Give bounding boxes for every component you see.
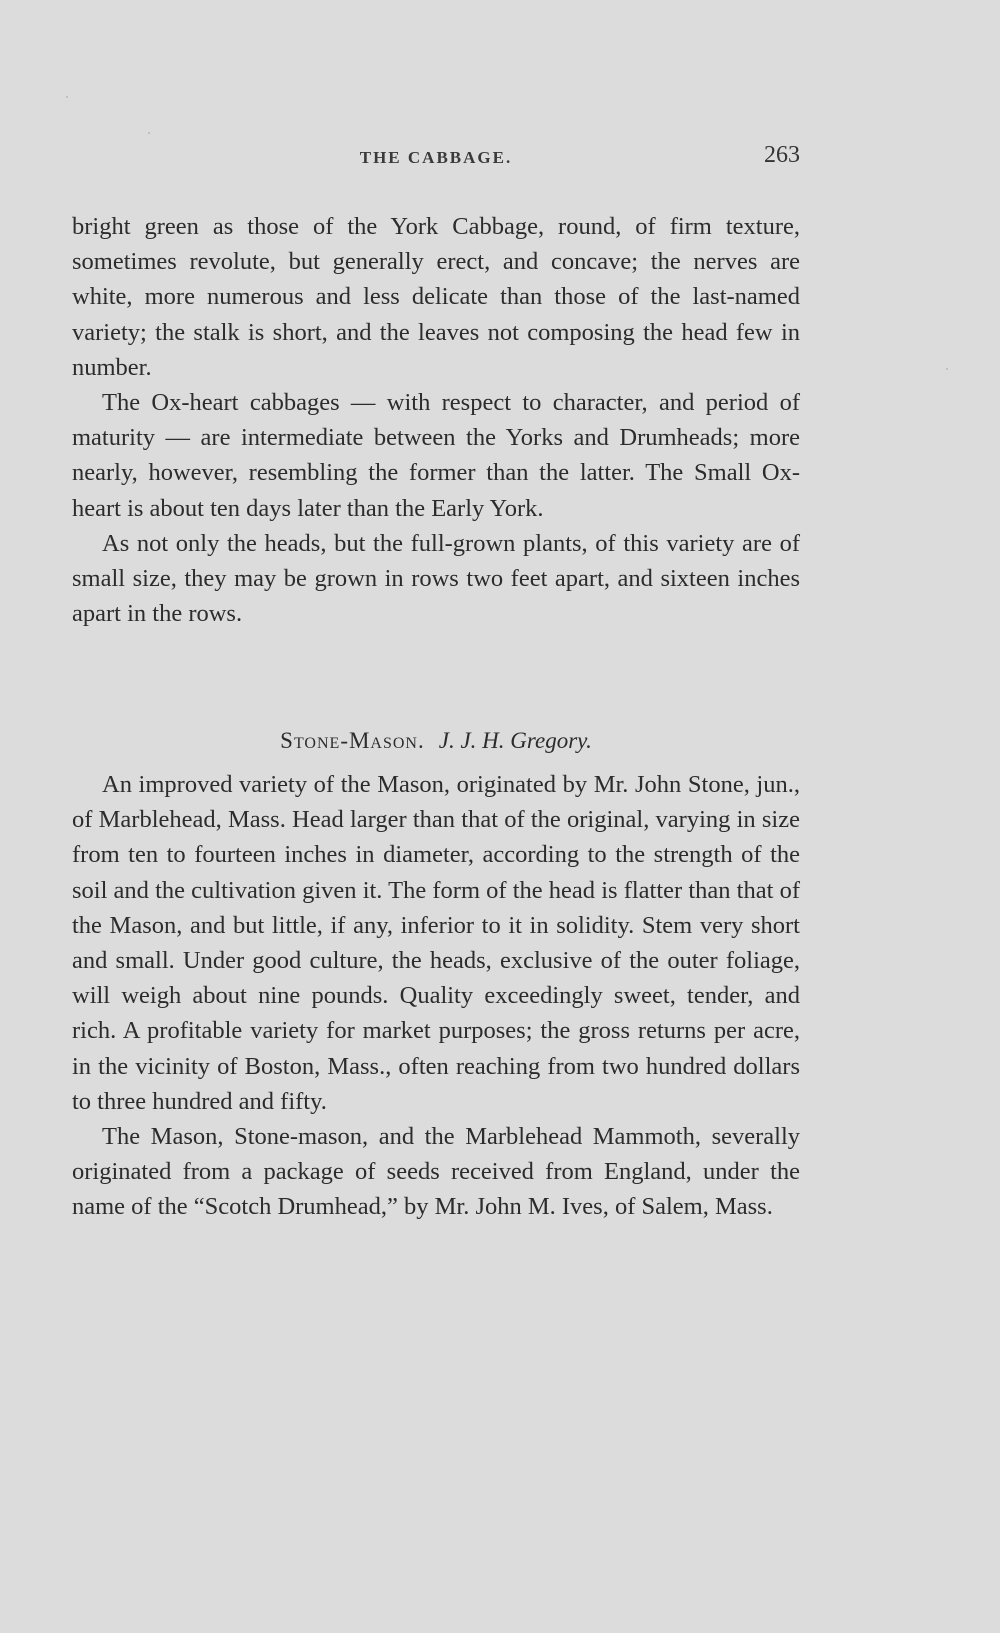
running-head: [72, 142, 800, 182]
section-heading: [72, 728, 800, 754]
running-title: THE CABBAGE.: [359, 148, 513, 167]
paragraph: bright green as those of the York Cabbage, round, of firm texture, sometimes revolute, but generally erect, and concave; the nerves are white, more numerous and less delicate than those of the last-named variety; the stalk is short, and the leaves not composing the head few in number.: [72, 213, 800, 381]
page-number: 263: [764, 142, 800, 168]
variety-author: J. J. H. Gregory.: [438, 728, 592, 753]
text-block-top: [72, 209, 800, 631]
paragraph: As not only the heads, but the full-grown plants, of this variety are of small size, they may be grown in rows two feet apart, and sixteen inches apart in the rows.: [72, 529, 800, 628]
text-block-bottom: [72, 767, 800, 1225]
paper-speck: [66, 96, 68, 98]
paragraph: The Ox-heart cabbages — with respect to character, and period of maturity — are intermediate between the Yorks and Drumheads; more nearly, however, resembling the former than the latter. The Small Ox-heart is about ten days later than the Early York.: [72, 389, 800, 522]
variety-name: Stone-Mason.: [280, 728, 425, 753]
paragraph: An improved variety of the Mason, originated by Mr. John Stone, jun., of Marblehead, Mass. Head larger than that of the original, varying in size from ten to fourteen inches in diameter, according to the strength of the soil and the cultivation given it. The form of the head is flatter than that of the Mason, and but little, if any, inferior to it in solidity. Stem very short and small. Under good culture, the heads, exclusive of the outer foliage, will weigh about nine pounds. Quality exceedingly sweet, tender, and rich. A profitable variety for market purposes; the gross returns per acre, in the vicinity of Boston, Mass., often reaching from two hundred dollars to three hundred and fifty.: [72, 771, 800, 1115]
paragraph: The Mason, Stone-mason, and the Marblehead Mammoth, severally originated from a package of seeds received from England, under the name of the “Scotch Drumhead,” by Mr. John M. Ives, of Salem, Mass.: [72, 1123, 800, 1221]
paper-speck: [148, 132, 150, 134]
paper-speck: [946, 368, 948, 370]
